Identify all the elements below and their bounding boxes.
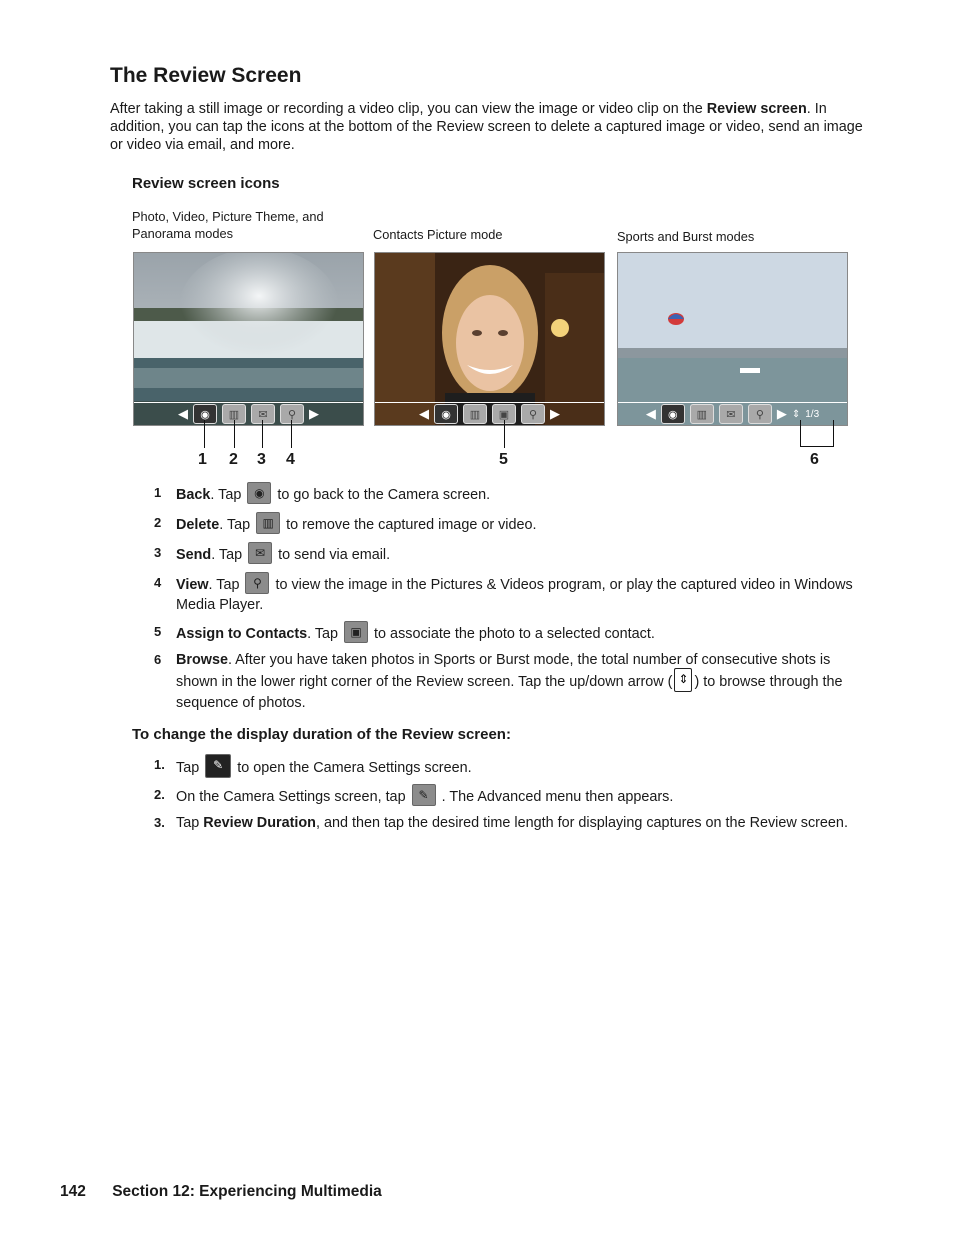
page-title: The Review Screen (110, 64, 302, 87)
left-arrow-icon[interactable]: ◀ (419, 406, 429, 421)
magnifier-icon: ⚲ (245, 572, 269, 594)
callout-line (262, 420, 263, 448)
list-item: 3 Send. Tap ✉ to send via email. (154, 544, 864, 566)
trash-icon[interactable]: ▥ (222, 404, 246, 424)
screen-caption: Contacts Picture mode (373, 227, 503, 242)
review-toolbar (134, 402, 363, 425)
callout-number: 2 (229, 451, 238, 468)
list-item: 4 View. Tap ⚲ to view the image in the Pictures & Videos program, or play the captured video in Windows Media Player. (154, 574, 864, 615)
screen-caption: Sports and Burst modes (617, 229, 755, 244)
page-footer (60, 1183, 382, 1201)
magnifier-icon[interactable]: ⚲ (280, 404, 304, 424)
envelope-icon: ✉ (248, 542, 272, 564)
envelope-icon[interactable]: ✉ (719, 404, 743, 424)
review-screen-contacts-mode (374, 252, 605, 426)
screen-caption: Photo, Video, Picture Theme, and Panorama modes (132, 209, 324, 241)
callout-line (204, 420, 205, 448)
icons-heading: Review screen icons (132, 175, 280, 192)
left-arrow-icon[interactable]: ◀ (178, 406, 188, 421)
portrait-image (375, 253, 604, 425)
trash-icon[interactable]: ▥ (690, 404, 714, 424)
list-item: 2 Delete. Tap ▥ to remove the captured image or video. (154, 514, 864, 536)
advanced-settings-icon: ✎ (412, 784, 436, 806)
review-toolbar (375, 402, 604, 425)
review-screen-photo-mode (133, 252, 364, 426)
up-down-arrow-icon: ⇕ (674, 668, 692, 692)
camera-icon[interactable]: ◉ (193, 404, 217, 424)
callout-number: 4 (286, 451, 295, 468)
callout-line (291, 420, 292, 448)
step-item: 1. Tap ✎ to open the Camera Settings screen. (154, 756, 864, 780)
list-item: 6 Browse. After you have taken photos in Sports or Burst mode, the total number of consecutive shots is shown in the lower right corner of the Review screen. Tap the up/down arrow ( ⇕ ) to browse through the sequence of photos. (154, 652, 843, 711)
intro-paragraph: After taking a still image or recording a video clip, you can view the image or video clip on the Review screen. In addition, you can tap the icons at the bottom of the Review screen to delete a captured image or video, send an image or video via email, and more. (110, 101, 863, 154)
camera-icon: ◉ (247, 482, 271, 504)
envelope-icon[interactable]: ✉ (251, 404, 275, 424)
right-arrow-icon[interactable]: ▶ (309, 406, 319, 421)
section-title: Section 12: Experiencing Multimedia (112, 1183, 382, 1200)
assign-contact-icon: ▣ (344, 621, 368, 643)
page-number: 142 (60, 1183, 86, 1200)
right-arrow-icon[interactable]: ▶ (550, 406, 560, 421)
step-item: 3. Tap Review Duration, and then tap the desired time length for displaying captures on the Review screen. (154, 815, 848, 831)
wrench-icon: ✎ (205, 754, 231, 778)
shot-counter: 1/3 (805, 408, 820, 420)
right-arrow-icon[interactable]: ▶ (776, 406, 787, 421)
callout-number: 3 (257, 451, 266, 468)
magnifier-icon[interactable]: ⚲ (521, 404, 545, 424)
camera-icon[interactable]: ◉ (661, 404, 685, 424)
trash-icon: ▥ (256, 512, 280, 534)
magnifier-icon[interactable]: ⚲ (748, 404, 772, 424)
callout-line (504, 420, 505, 448)
callout-number: 1 (198, 451, 207, 468)
duration-heading: To change the display duration of the Review screen: (132, 726, 511, 743)
list-item: 5 Assign to Contacts. Tap ▣ to associate the photo to a selected contact. (154, 623, 864, 645)
review-screen-sports-mode (617, 252, 848, 426)
assign-contact-icon[interactable]: ▣ (492, 404, 516, 424)
up-down-arrow-icon[interactable]: ⇕ (791, 408, 801, 420)
callout-number: 6 (810, 451, 819, 468)
callout-line (234, 420, 235, 448)
callout-number: 5 (499, 451, 508, 468)
waterfall-image (134, 253, 363, 425)
parasail-image (618, 253, 847, 425)
left-arrow-icon[interactable]: ◀ (645, 406, 656, 421)
trash-icon[interactable]: ▥ (463, 404, 487, 424)
step-item: 2. On the Camera Settings screen, tap ✎ . The Advanced menu then appears. (154, 786, 864, 808)
list-item: 1 Back. Tap ◉ to go back to the Camera screen. (154, 484, 864, 506)
camera-icon[interactable]: ◉ (434, 404, 458, 424)
callout-bracket (800, 420, 834, 447)
